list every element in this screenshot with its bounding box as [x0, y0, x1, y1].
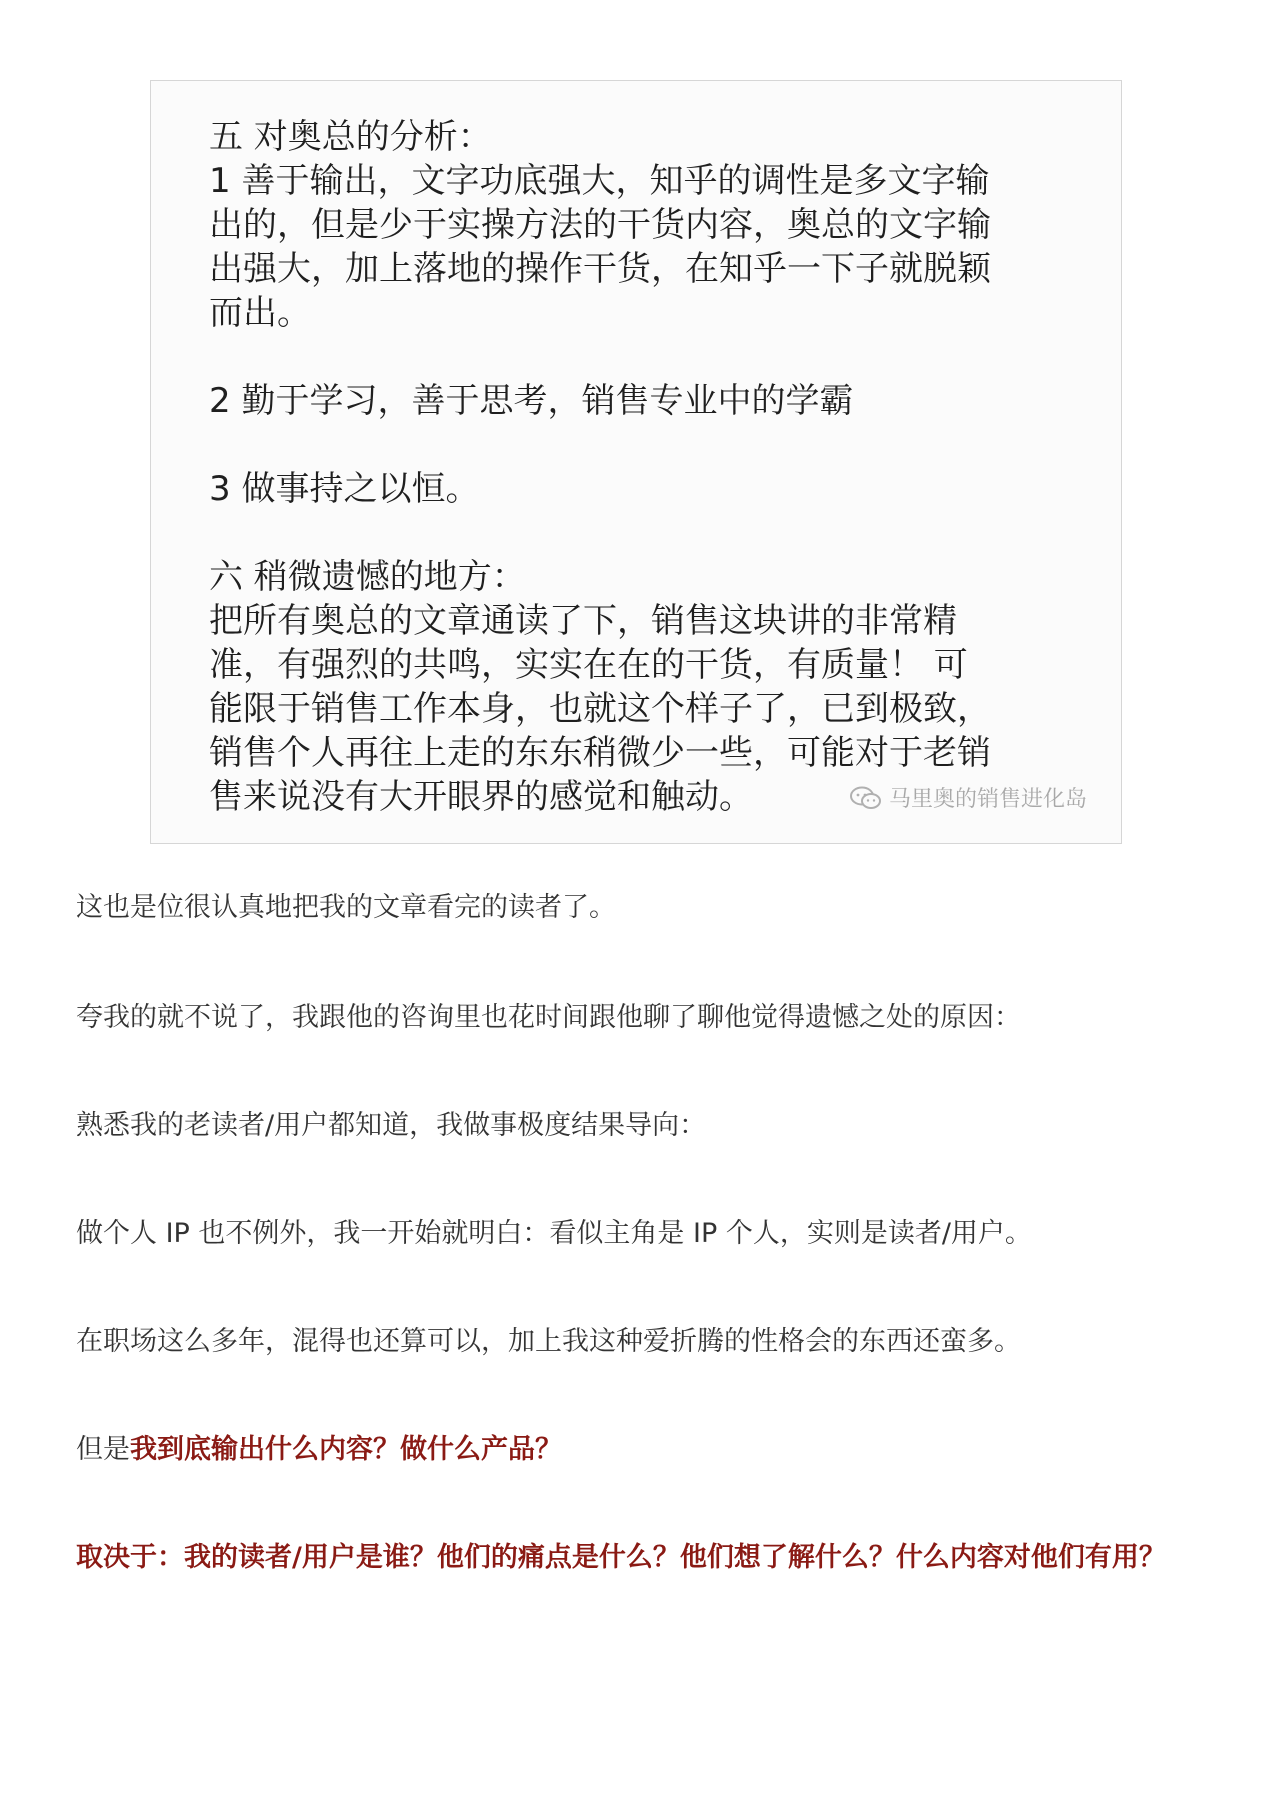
quoted-screenshot-image [150, 80, 1122, 844]
paragraph-prefix: 但是 [76, 1434, 130, 1465]
paragraph: 夸我的就不说了，我跟他的咨询里也花时间跟他聊了聊他觉得遗憾之处的原因： [76, 1002, 1021, 1033]
paragraph: 这也是位很认真地把我的文章看完的读者了。 [76, 892, 616, 923]
section-six-line: 准，有强烈的共鸣，实实在在的干货，有质量！ 可 [209, 645, 968, 685]
section-five-title: 五 对奥总的分析： [209, 117, 492, 157]
section-six-line: 把所有奥总的文章通读了下，销售这块讲的非常精 [209, 601, 957, 641]
section-five-item-2: 2 勤于学习，善于思考，销售专业中的学霸 [209, 381, 854, 421]
quoted-text-block [209, 115, 1089, 819]
emphasis-paragraph: 取决于：我的读者/用户是谁？他们的痛点是什么？他们想了解什么？什么内容对他们有用？ [76, 1542, 1166, 1573]
section-six-line: 售来说没有大开眼界的感觉和触动。 [209, 777, 753, 817]
paragraph: 做个人 IP 也不例外，我一开始就明白：看似主角是 IP 个人，实则是读者/用户。 [76, 1218, 1032, 1249]
section-five-line: 出强大，加上落地的操作干货，在知乎一下子就脱颖 [209, 249, 991, 289]
section-six-line: 销售个人再往上走的东东稍微少一些，可能对于老销 [209, 733, 991, 773]
section-five-line: 1 善于输出，文字功底强大，知乎的调性是多文字输 [209, 161, 990, 201]
paragraph: 在职场这么多年，混得也还算可以，加上我这种爱折腾的性格会的东西还蛮多。 [76, 1326, 1021, 1357]
wechat-icon [849, 786, 883, 810]
section-five [209, 115, 1089, 555]
section-five-item-3: 3 做事持之以恒。 [209, 469, 480, 509]
paragraph: 熟悉我的老读者/用户都知道，我做事极度结果导向： [76, 1110, 707, 1141]
paragraph-emphasis-mixed [76, 1424, 562, 1476]
emphasis-text: 我到底输出什么内容？做什么产品？ [130, 1434, 562, 1465]
section-six-title: 六 稍微遗憾的地方： [209, 557, 526, 597]
section-five-line: 出的，但是少于实操方法的干货内容，奥总的文字输 [209, 205, 991, 245]
section-six [209, 555, 1089, 819]
section-five-line: 而出。 [209, 293, 311, 333]
watermark [849, 782, 1087, 813]
watermark-text: 马里奥的销售进化岛 [888, 787, 1087, 812]
section-six-line: 能限于销售工作本身，也就这个样子了，已到极致， [209, 689, 991, 729]
